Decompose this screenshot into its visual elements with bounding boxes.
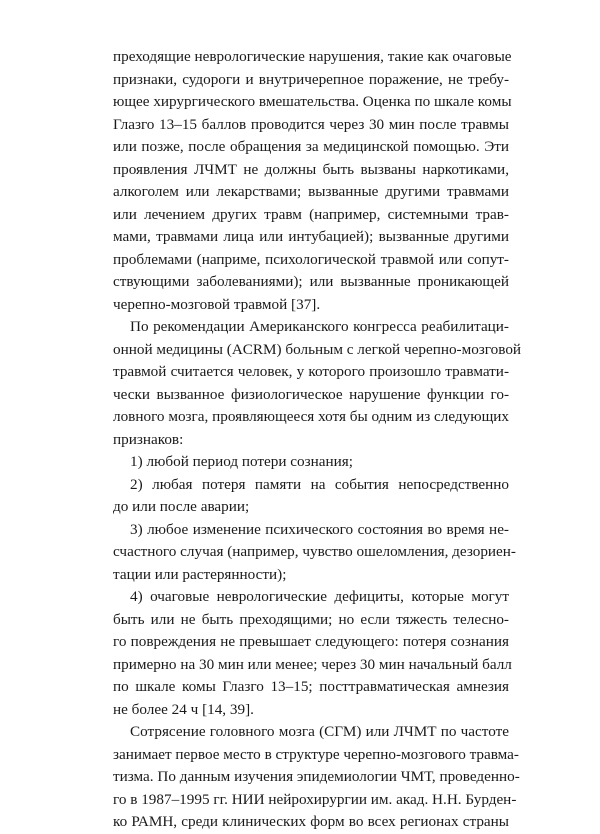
list-item: [113, 474, 509, 519]
text-line: По рекомендации Американского конгресса реабилитаци-: [130, 318, 509, 335]
text-line: го в 1987–1995 гг. НИИ нейрохирургии им. акад. Н.Н. Бурден-: [113, 790, 517, 808]
text-line: травмой считается человек, у которого произошло травмати-: [113, 363, 509, 380]
text-line: ющее хирургического вмешательства. Оценка по шкале комы: [113, 93, 512, 110]
text-line: признаки, судороги и внутричерепное поражение, не требу-: [113, 70, 509, 88]
text-line: тизма. По данным изучения эпидемиологии ЧМТ, проведенно-: [113, 768, 520, 785]
text-line: тации или растерянности);: [113, 565, 287, 583]
text-line: быть или не быть преходящими; но если тяжесть телесно-: [113, 610, 509, 628]
text-line: чески вызванное физиологическое нарушение функции го-: [113, 385, 509, 403]
text-line: примерно на 30 мин или менее; через 30 мин начальный балл: [113, 655, 512, 673]
paragraph: [113, 46, 512, 316]
paragraph: [113, 721, 520, 834]
text-line: 3) любое изменение психического состояния во время не-: [130, 520, 509, 538]
text-line: 1) любой период потери сознания;: [130, 453, 353, 470]
body-text: [113, 46, 522, 834]
text-line: алкоголем или лекарствами; вызванные другими травмами: [113, 183, 509, 200]
list-item: [113, 519, 516, 587]
list-item: [113, 586, 512, 721]
text-line: Глазго 13–15 баллов проводится через 30 мин после травмы: [113, 115, 509, 133]
text-line: проблемами (наприме, психологической травмой или сопут-: [113, 250, 509, 268]
text-line: признаков:: [113, 430, 184, 448]
text-line: Сотрясение головного мозга (СГМ) или ЛЧМТ по частоте: [130, 723, 509, 740]
text-line: по шкале комы Глазго 13–15; посттравматическая амнезия: [113, 678, 509, 695]
text-line: ко РАМН, среди клинических форм во всех регионах страны: [113, 813, 509, 830]
text-line: счастного случая (например, чувство ошеломления, дезориен-: [113, 543, 516, 560]
text-line: проявления ЛЧМТ не должны быть вызваны наркотиками,: [113, 160, 509, 178]
text-line: занимает первое место в структуре черепно-мозгового травма-: [113, 745, 519, 763]
list-item: [113, 451, 509, 474]
text-line: ловного мозга, проявляющееся хотя бы одним из следующих: [113, 408, 509, 425]
text-line: или лечением других травм (например, системными трав-: [113, 205, 509, 223]
text-line: 4) очаговые неврологические дефициты, которые могут: [130, 588, 509, 605]
text-line: онной медицины (ACRM) больным с легкой черепно-мозговой: [113, 340, 522, 358]
paragraph: [113, 316, 522, 451]
text-line: го повреждения не превышает следующего: потеря сознания: [113, 633, 509, 650]
text-line: или позже, после обращения за медицинской помощью. Эти: [113, 138, 509, 155]
text-line: не более 24 ч [14, 39].: [113, 700, 254, 718]
text-line: черепно-мозговой травмой [37].: [113, 295, 321, 313]
text-line: преходящие неврологические нарушения, такие как очаговые: [113, 48, 512, 65]
text-line: ствующими заболеваниями); или вызванные проникающей: [113, 273, 509, 290]
text-line: мами, травмами лица или интубацией); вызванные другими: [113, 228, 509, 245]
text-line: 2) любая потеря памяти на события непосредственно: [130, 475, 509, 493]
text-line: до или после аварии;: [113, 498, 250, 515]
